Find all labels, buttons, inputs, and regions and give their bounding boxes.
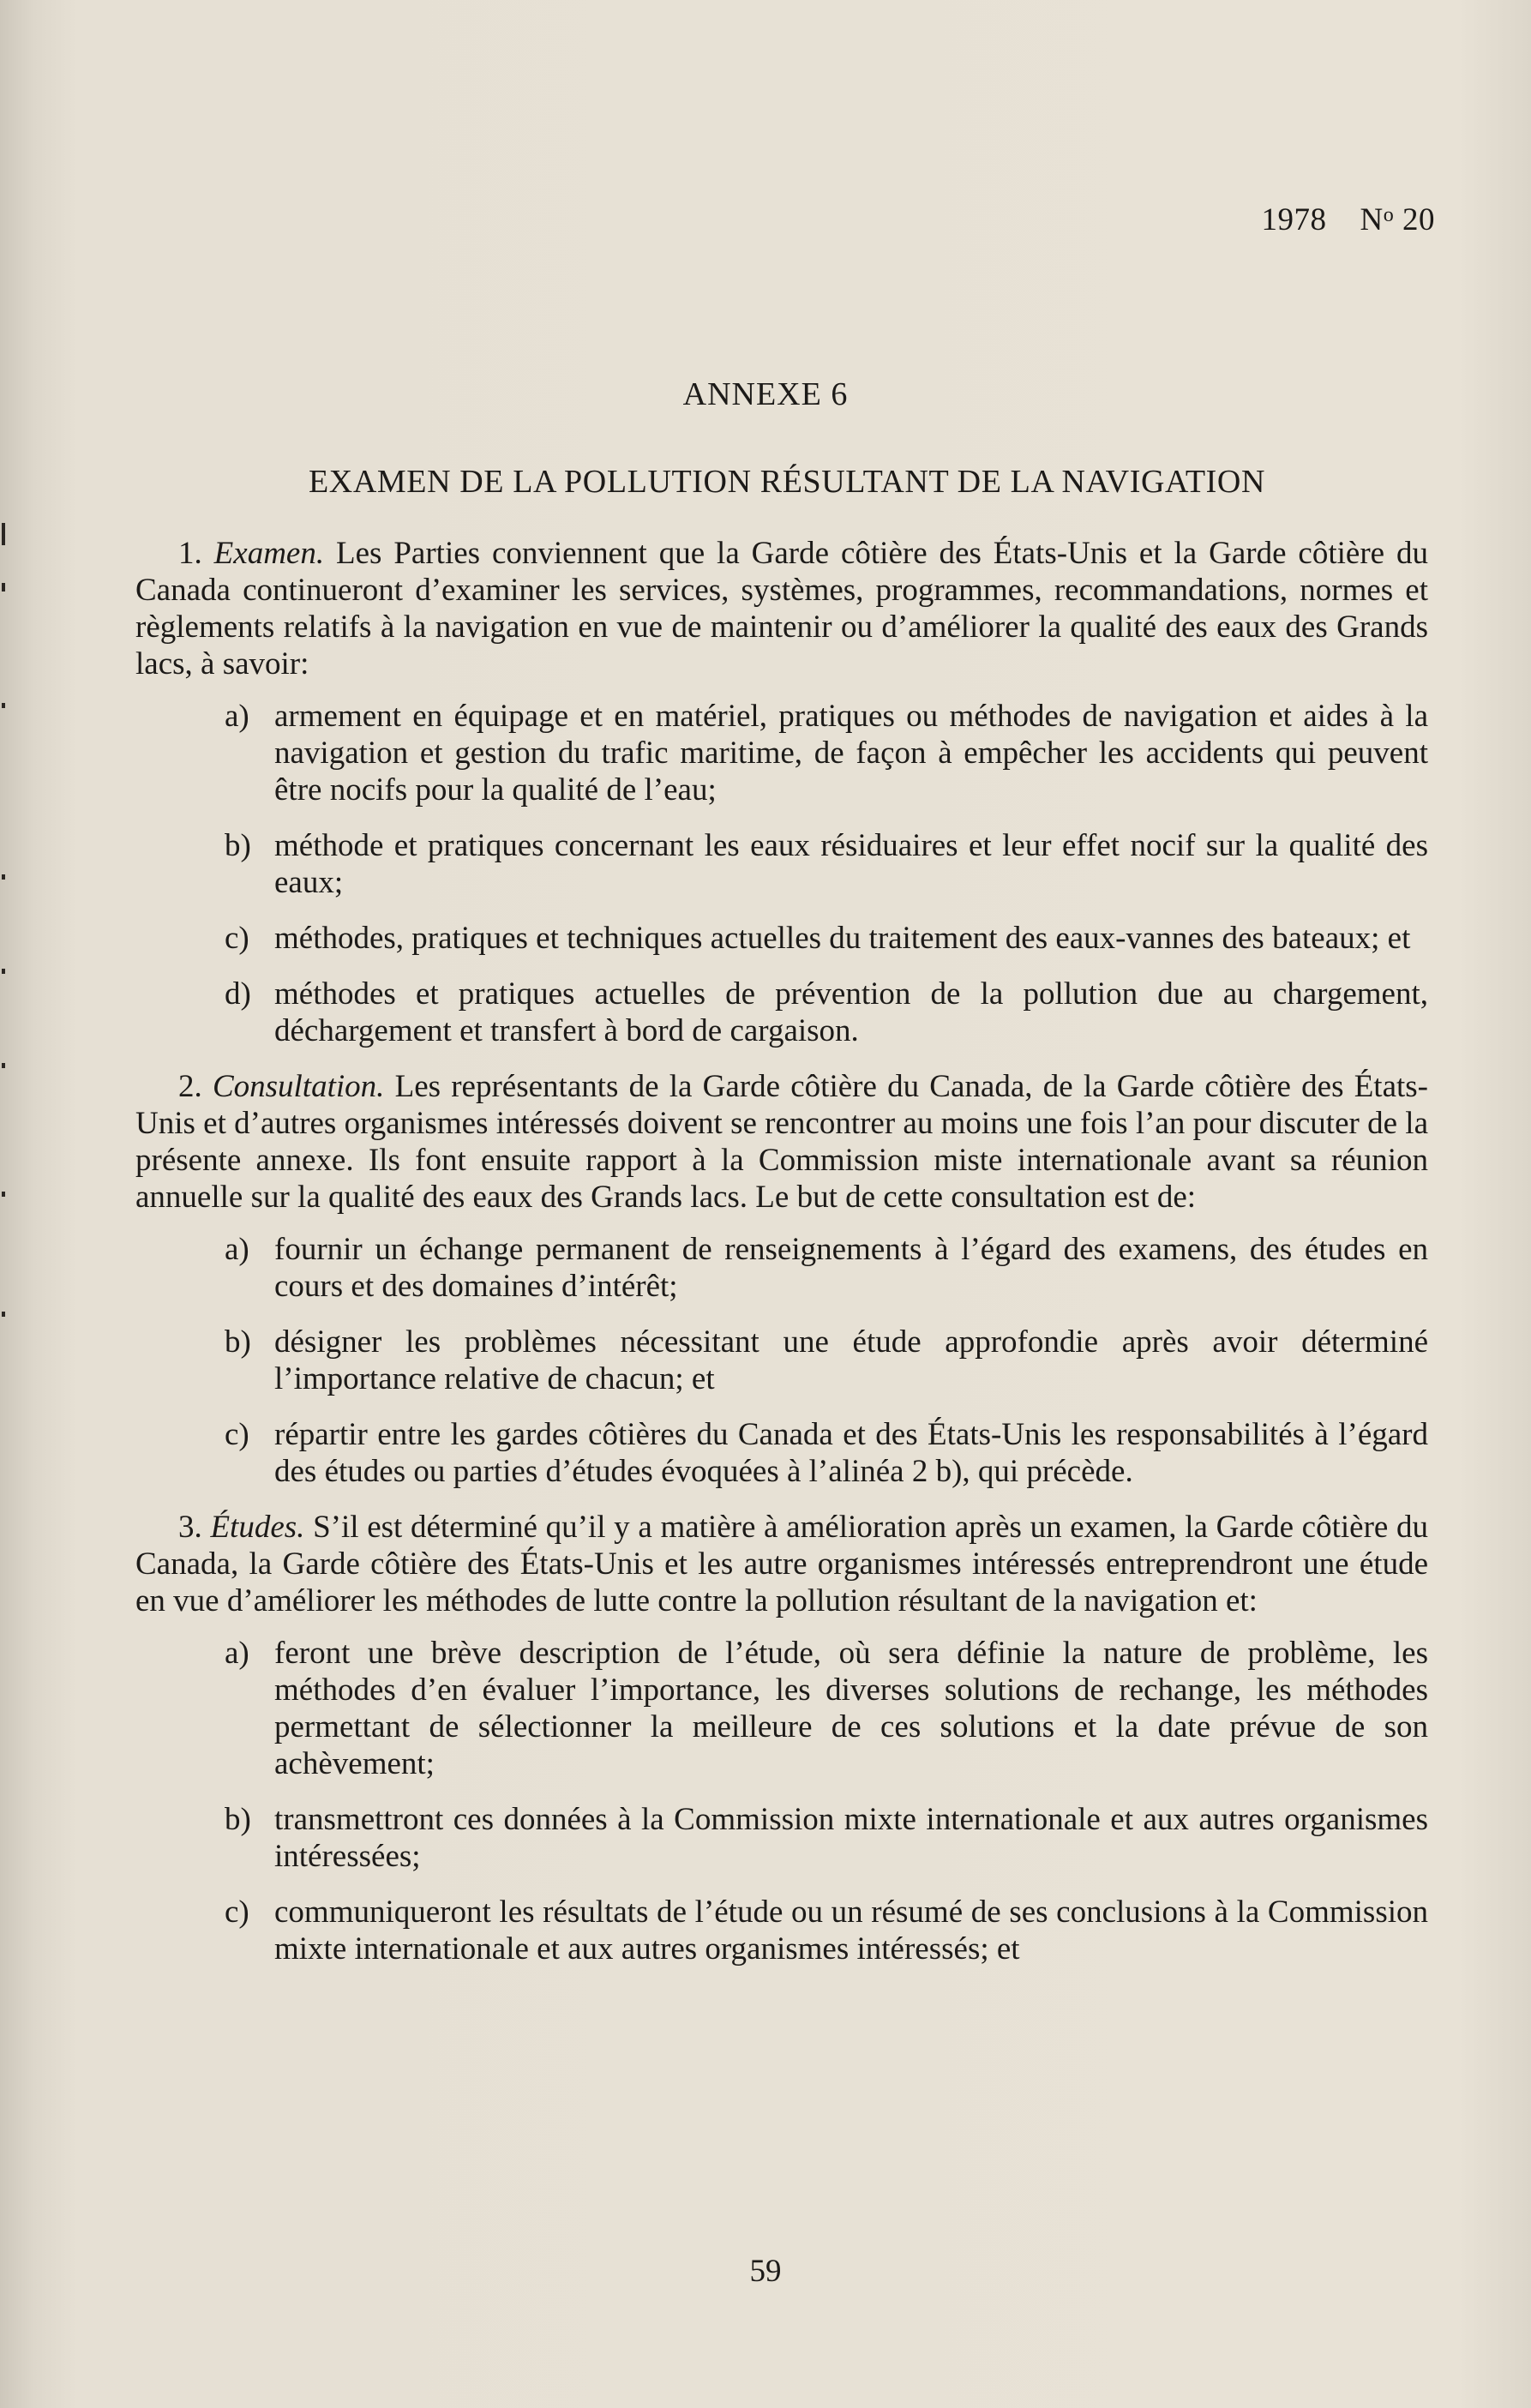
section-text: Les représentants de la Garde côtière du Canada, de la Garde côtière des États-Unis et d’autres organismes intéressés doivent se rencontrer au moins une fois l’an pour discuter de la présente annexe. Ils font ensuite rapport à la Commission miste internationale avant sa réunion annuelle sur la qualité des eaux des Grands lacs. Le but de cette consultation est de: (135, 1069, 1428, 1215)
issue-number (1262, 201, 1435, 238)
item-text: transmettront ces données à la Commission mixte internationale et aux autres organismes intéressées; (274, 1802, 1428, 1874)
item-label: a) (225, 1636, 249, 1671)
item-label: c) (225, 1895, 249, 1930)
annex-heading: ANNEXE 6 (682, 376, 849, 412)
list-item (135, 1231, 1428, 1305)
list-item (135, 976, 1428, 1049)
item-text: répartir entre les gardes côtières du Canada et des États-Unis les responsabilités à l’égard des études ou parties d’études évoquées à l’alinéa 2 b), qui précède. (274, 1417, 1428, 1489)
number-abbreviation-sup: o (1383, 204, 1395, 226)
section-2-list (135, 1231, 1428, 1490)
item-text: feront une brève description de l’étude, où sera définie la nature de problème, les méthodes d’en évaluer l’importance, les diverses solutions de rechange, les méthodes permettant de sélectionner la meilleure de ces solutions et la date prévue de son achèvement; (274, 1636, 1428, 1781)
page-number: 59 (749, 2254, 782, 2289)
item-label: c) (225, 921, 249, 956)
list-item (135, 1635, 1428, 1782)
section-text: Les Parties conviennent que la Garde côtière des États-Unis et la Garde côtière du Canada continueront d’examiner les services, systèmes, programmes, recommandations, normes et règlements relatifs à la navigation en vue de maintenir ou d’améliorer la qualité des eaux des Grands lacs, à savoir: (135, 536, 1428, 682)
list-item (135, 1324, 1428, 1397)
section-1-list (135, 698, 1428, 1049)
section-3-paragraph (135, 1509, 1428, 1619)
list-item (135, 827, 1428, 901)
section-heading: Consultation. (212, 1069, 385, 1104)
section-text: S’il est déterminé qu’il y a matière à amélioration après un examen, la Garde côtière du Canada, la Garde côtière des États-Unis et les autre organismes intéressés entreprendront une étude en vue d’améliorer les méthodes de lutte contre la pollution résultant de la navigation et: (135, 1510, 1428, 1618)
year: 1978 (1261, 202, 1327, 237)
list-item (135, 1894, 1428, 1967)
list-item (135, 1801, 1428, 1875)
section-number: 1. (178, 536, 202, 571)
item-label: b) (225, 828, 251, 863)
number-value: 20 (1402, 202, 1435, 237)
number-abbreviation: N (1360, 202, 1384, 237)
section-heading: Études. (210, 1510, 305, 1545)
item-label: a) (225, 699, 249, 734)
section-number: 3. (178, 1510, 202, 1545)
document-body (135, 535, 1428, 1986)
section-2-paragraph (135, 1068, 1428, 1216)
section-number: 2. (178, 1069, 202, 1104)
page-title: EXAMEN DE LA POLLUTION RÉSULTANT DE LA NAVIGATION (309, 464, 1265, 500)
item-text: armement en équipage et en matériel, pratiques ou méthodes de navigation et aides à la navigation et gestion du trafic maritime, de façon à empêcher les accidents qui peuvent être nocifs pour la qualité de l’eau; (274, 699, 1428, 808)
item-label: b) (225, 1802, 251, 1837)
section-heading: Examen. (213, 536, 325, 571)
item-label: c) (225, 1417, 249, 1452)
item-label: a) (225, 1232, 249, 1267)
item-label: b) (225, 1324, 251, 1360)
item-text: méthodes, pratiques et techniques actuelles du traitement des eaux-vannes des bateaux; et (274, 921, 1411, 956)
list-item (135, 920, 1428, 957)
list-item (135, 698, 1428, 808)
section-1-paragraph (135, 535, 1428, 682)
item-text: désigner les problèmes nécessitant une étude approfondie après avoir déterminé l’importance relative de chacun; et (274, 1324, 1428, 1396)
list-item (135, 1416, 1428, 1490)
item-text: méthode et pratiques concernant les eaux résiduaires et leur effet nocif sur la qualité des eaux; (274, 828, 1428, 900)
item-label: d) (225, 976, 251, 1012)
item-text: communiqueront les résultats de l’étude ou un résumé de ses conclusions à la Commission mixte internationale et aux autres organismes intéressés; et (274, 1895, 1428, 1967)
section-3-list (135, 1635, 1428, 1967)
item-text: fournir un échange permanent de renseignements à l’égard des examens, des études en cours et des domaines d’intérêt; (274, 1232, 1428, 1304)
item-text: méthodes et pratiques actuelles de prévention de la pollution due au chargement, déchargement et transfert à bord de cargaison. (274, 976, 1428, 1048)
